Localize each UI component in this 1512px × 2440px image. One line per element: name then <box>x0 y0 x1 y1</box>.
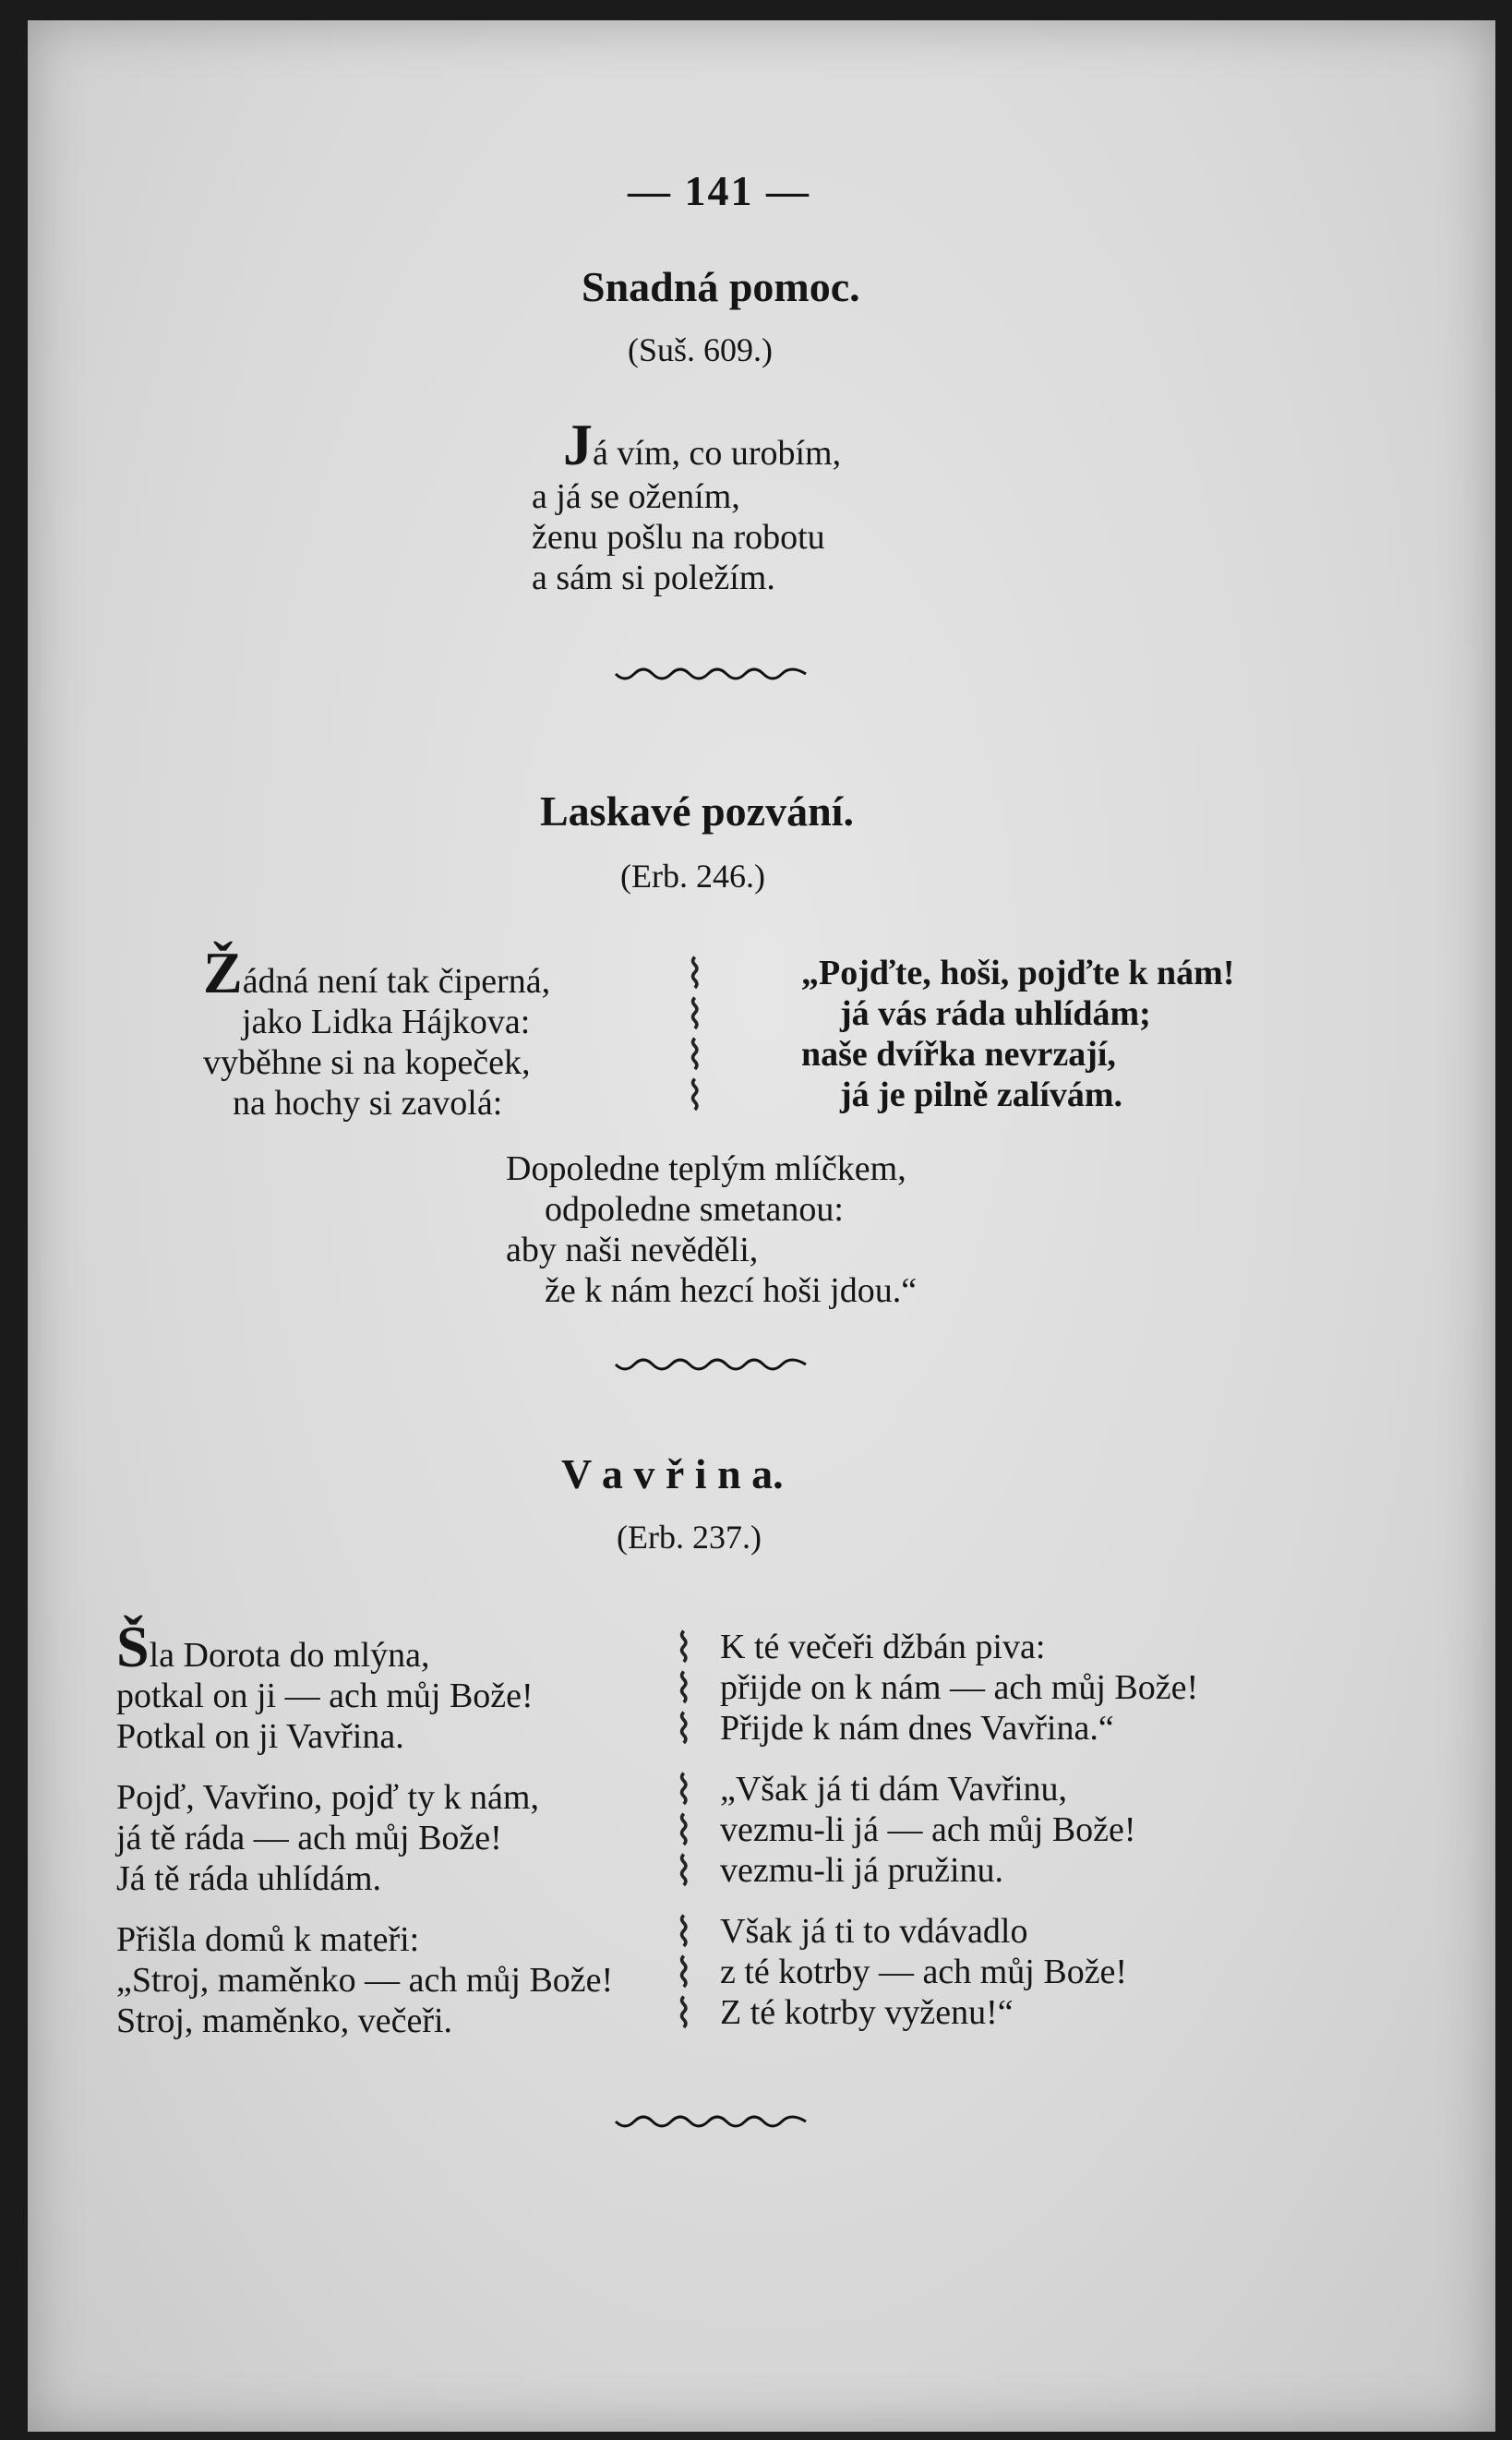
verse-line: já vás ráda uhlídám; <box>840 994 1151 1033</box>
verse-line: Však já ti to vdávadlo <box>720 1912 1028 1951</box>
verse-line: a sám si poležím. <box>532 559 775 597</box>
verse-line: Dopoledne teplým mlíčkem, <box>506 1149 906 1188</box>
verse-line: Já tě ráda uhlídám. <box>116 1859 382 1898</box>
verse-column-right <box>801 953 1235 1115</box>
page-number: — 141 — <box>628 167 810 214</box>
verse-line: „Pojďte, hoši, pojďte k n͏ám! <box>801 954 1235 992</box>
verse-line: naše dvířka nevrzají, <box>801 1035 1116 1074</box>
verse-line: Stroj, maměnko, večeři. <box>116 2001 453 2040</box>
poem-source: (Erb. 246.) <box>620 858 765 895</box>
ornament-divider <box>614 667 808 687</box>
verse-line: vezmu-li já — ach můj Bože! <box>720 1810 1136 1849</box>
verse-line: Přišla domů k mateři: <box>116 1920 420 1959</box>
verse-brace: ⌇ ⌇ ⌇ ⌇ <box>685 951 705 1120</box>
verse-line: K té večeři džbán piva: <box>720 1628 1046 1666</box>
ornament-divider <box>614 1357 808 1377</box>
verse-line: Přijde k nám dnes Vavřina.“ <box>720 1709 1114 1748</box>
drop-cap: J <box>563 412 593 477</box>
verse-stanza-bottom <box>506 1148 917 1311</box>
poem-title: Snadná pomoc. <box>582 263 860 310</box>
verse-line: na hochy si zavolá: <box>233 1084 503 1123</box>
verse-line: la Dorota do mlýna, <box>149 1636 430 1675</box>
verse-line: „Však já ti dám Vavřinu, <box>720 1770 1068 1809</box>
verse-line: „Stroj, maměnko — ach můj Bože! <box>116 1961 614 2000</box>
verse-line: já je pilně zalívám. <box>840 1076 1123 1114</box>
poem-title: V a v ř i n a. <box>561 1450 784 1497</box>
verse-line: že k nám hezcí hoši jdou.“ <box>545 1271 918 1310</box>
verse-column-left <box>116 1614 614 2041</box>
verse-line: ádná není tak čiperná, <box>242 962 551 1001</box>
verse-line: odpoledne smetanou: <box>545 1190 844 1229</box>
verse-line: vyběhne si na kopeček, <box>203 1043 531 1082</box>
verse-line: potkal on ji — ach můj Bože! <box>116 1677 534 1715</box>
poem-body-rest <box>532 476 825 598</box>
verse-line: aby naši nevěděli, <box>506 1231 759 1269</box>
verse-brace: ⌇ ⌇ ⌇ ⌇ ⌇ ⌇ ⌇ ⌇ ⌇ <box>674 1625 694 2037</box>
poem-source: (Erb. 237.) <box>617 1519 762 1556</box>
verse-line: z té kotrby — ach můj Bože! <box>720 1953 1128 1991</box>
drop-cap: Ž <box>203 940 243 1005</box>
verse-column-right <box>720 1627 1198 2033</box>
verse-line: vezmu-li já pružinu. <box>720 1851 1004 1890</box>
verse-line: Pojď, Vavřino, pojď ty k nám, <box>116 1778 539 1817</box>
verse-line: přijde on k nám — ach můj Bože! <box>720 1668 1199 1707</box>
poem-source: (Suš. 609.) <box>628 331 774 368</box>
verse-column-left <box>203 940 551 1124</box>
ornament-divider <box>614 2114 808 2134</box>
verse-line: á vím, co urobím, <box>593 434 842 473</box>
drop-cap: Š <box>116 1614 150 1679</box>
verse-line: Potkal on ji Vavřina. <box>116 1717 404 1756</box>
verse-line: Z té kotrby vyženu!“ <box>720 1993 1014 2032</box>
verse-line: a já se ožením, <box>532 477 740 516</box>
poem-body <box>563 412 842 477</box>
poem-title: Laskavé pozvání. <box>540 787 854 835</box>
verse-line: já tě ráda — ach můj Bože! <box>116 1819 502 1857</box>
verse-line: jako Lidka Hájkova: <box>242 1003 531 1041</box>
book-page <box>28 20 1495 2432</box>
verse-line: ženu pošlu na robotu <box>532 518 825 557</box>
